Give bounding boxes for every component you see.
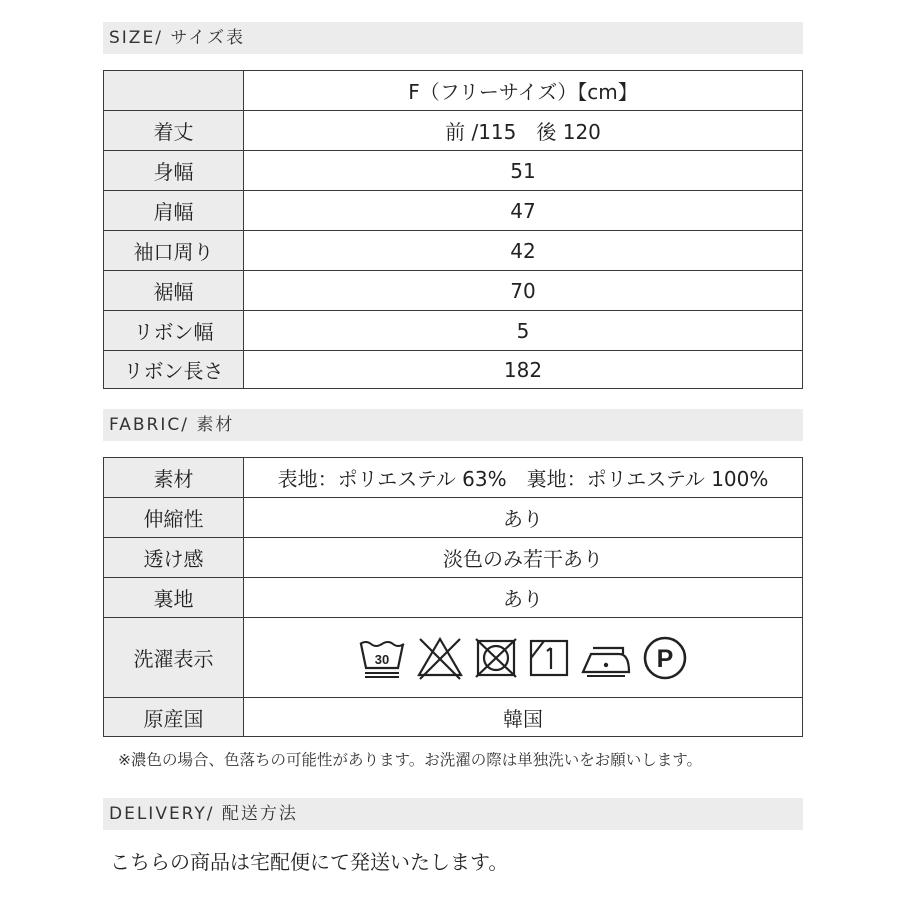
row-label: 袖口周り [104, 231, 244, 271]
row-value: 51 [244, 151, 803, 191]
table-row [104, 111, 803, 151]
row-label: 肩幅 [104, 191, 244, 231]
row-label: 透け感 [104, 538, 244, 578]
row-value: 韓国 [244, 698, 803, 737]
row-label: 着丈 [104, 111, 244, 151]
row-value: 5 [244, 311, 803, 351]
wash-temp-label: 30 [374, 651, 390, 667]
row-value: 42 [244, 231, 803, 271]
care-row [104, 618, 803, 698]
row-label: 素材 [104, 458, 244, 498]
row-value: あり [244, 578, 803, 618]
wash-30-gentle-icon [357, 636, 407, 680]
care-icons-cell [244, 618, 803, 698]
table-row [104, 231, 803, 271]
no-tumble-dry-icon [473, 636, 519, 680]
fabric-section-title: FABRIC/ 素材 [103, 409, 803, 441]
table-row [104, 538, 803, 578]
table-row [104, 191, 803, 231]
row-label: 伸縮性 [104, 498, 244, 538]
table-row [104, 351, 803, 389]
row-label: 身幅 [104, 151, 244, 191]
row-label: 原産国 [104, 698, 244, 737]
wash-note: ※濃色の場合、色落ちの可能性があります。お洗濯の際は単独洗いをお願いします。 [118, 751, 703, 769]
iron-low-icon [579, 636, 633, 680]
care-icons [244, 634, 802, 682]
table-row [104, 458, 803, 498]
row-value: 47 [244, 191, 803, 231]
row-value: 表地：ポリエステル 63% 裏地：ポリエステル 100% [244, 458, 803, 498]
row-value: 前 /115 後 120 [244, 111, 803, 151]
dry-clean-p-icon [641, 634, 689, 682]
size-header-cell: F（フリーサイズ）【cm】 [244, 71, 803, 111]
size-header-empty-cell [104, 71, 244, 111]
size-table [103, 70, 803, 389]
dryclean-letter: P [656, 644, 674, 673]
row-value: 182 [244, 351, 803, 389]
table-row [104, 498, 803, 538]
table-row [104, 578, 803, 618]
row-label: 裾幅 [104, 271, 244, 311]
delivery-section-title: DELIVERY/ 配送方法 [103, 798, 803, 830]
row-label: リボン幅 [104, 311, 244, 351]
size-header-row [104, 71, 803, 111]
row-label: 洗濯表示 [104, 618, 244, 698]
row-value: 淡色のみ若干あり [244, 538, 803, 578]
row-label: 裏地 [104, 578, 244, 618]
delivery-text: こちらの商品は宅配便にて発送いたします。 [110, 850, 509, 874]
size-section-title: SIZE/ サイズ表 [103, 22, 803, 54]
table-row [104, 271, 803, 311]
fabric-table [103, 457, 803, 737]
table-row [104, 311, 803, 351]
row-value: あり [244, 498, 803, 538]
table-row [104, 151, 803, 191]
no-bleach-icon [415, 635, 465, 681]
row-value: 70 [244, 271, 803, 311]
line-dry-shade-icon [527, 636, 571, 680]
row-label: リボン長さ [104, 351, 244, 389]
table-row [104, 698, 803, 737]
